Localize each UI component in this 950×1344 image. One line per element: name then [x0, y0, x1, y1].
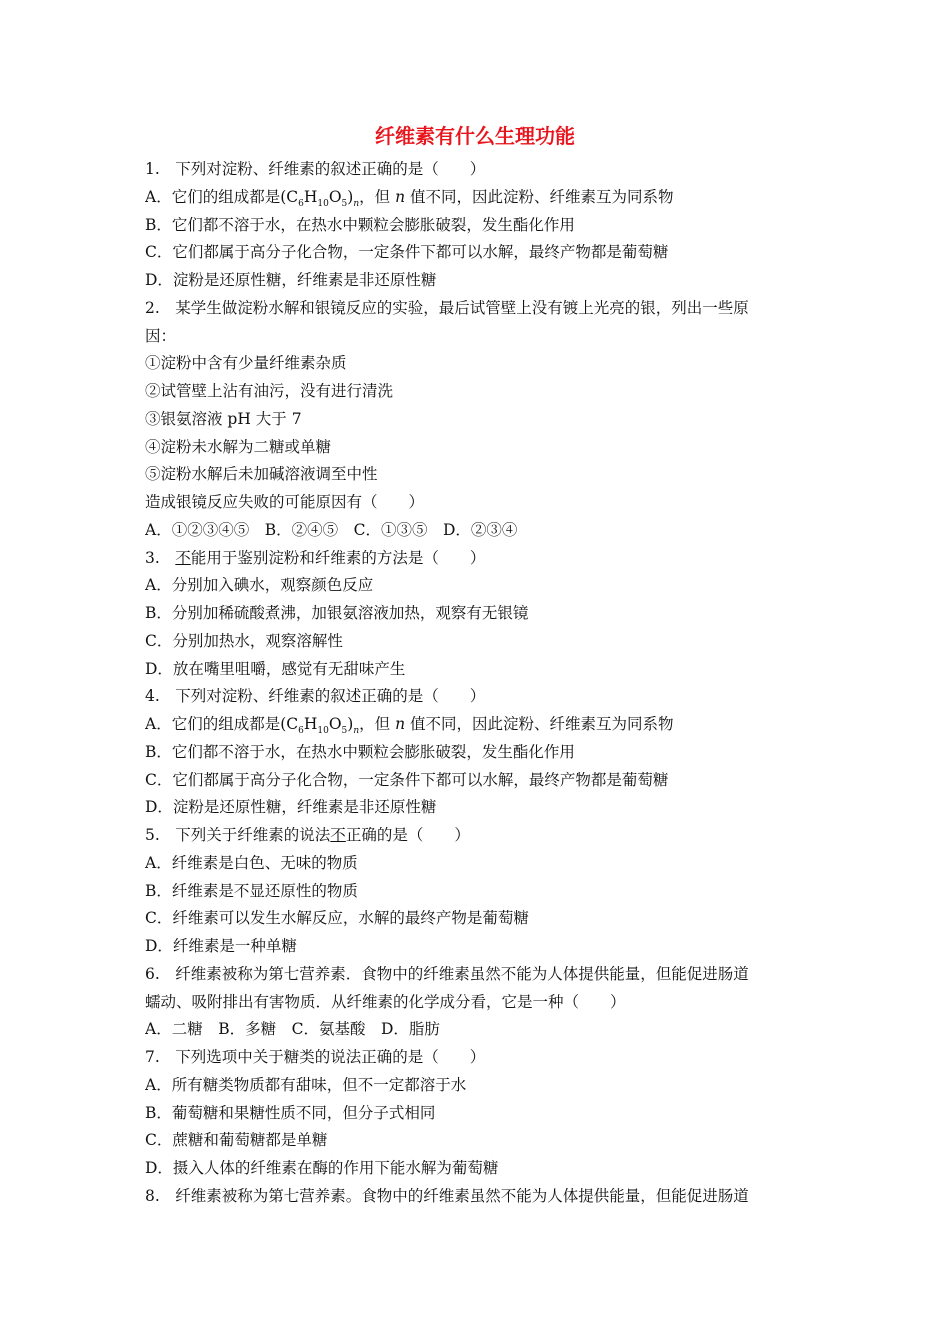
- q7-stem: 7. 下列选项中关于糖类的说法正确的是（ ）: [145, 1048, 486, 1066]
- q5-stem: 5. 下列关于纤维素的说法不正确的是（ ）: [145, 826, 470, 844]
- q5-option-d: D．纤维素是一种单糖: [145, 937, 297, 955]
- q4-option-b: B．它们都不溶于水，在热水中颗粒会膨胀破裂，发生酯化作用: [145, 742, 575, 761]
- q6-stem: 6. 纤维素被称为第七营养素．食物中的纤维素虽然不能为人体提供能量，但能促进肠道: [145, 964, 749, 983]
- q5-option-c: C．纤维素可以发生水解反应，水解的最终产物是葡萄糖: [145, 909, 529, 928]
- q2-reason-4: ④淀粉未水解为二糖或单糖: [145, 437, 332, 456]
- q3-option-d: D．放在嘴里咀嚼，感觉有无甜味产生: [145, 659, 406, 678]
- q6-stem-cont: 蠕动、吸附排出有害物质．从纤维素的化学成分看，它是一种（ ）: [145, 992, 626, 1011]
- q6-options: A．二糖 B．多糖 C．氨基酸 D．脂肪: [145, 1020, 440, 1039]
- q3-option-b: B．分别加稀硫酸煮沸，加银氨溶液加热，观察有无银镜: [145, 604, 529, 622]
- q2-stem-cont: 因：: [145, 326, 177, 345]
- q4-option-d: D．淀粉是还原性糖，纤维素是非还原性糖: [145, 798, 437, 817]
- q5-option-b: B．纤维素是不显还原性的物质: [145, 881, 358, 900]
- q2-reason-5: ⑤淀粉水解后未加碱溶液调至中性: [145, 465, 378, 484]
- q1-stem: 1. 下列对淀粉、纤维素的叙述正确的是（ ）: [145, 160, 486, 178]
- q4-option-c: C．它们都属于高分子化合物，一定条件下都可以水解，最终产物都是葡萄糖: [145, 770, 669, 789]
- q1-option-b: B．它们都不溶于水，在热水中颗粒会膨胀破裂，发生酯化作用: [145, 215, 575, 234]
- q2-options: A．①②③④⑤ B．②④⑤ C．①③⑤ D．②③④: [145, 520, 518, 539]
- q4-option-a: A．它们的组成都是$(C_6H_{10}O_5)_n$，但 n 值不同，因此淀粉、纤维素互为同系物: [145, 715, 674, 737]
- q3-stem: 3. 不能用于鉴别淀粉和纤维素的方法是（ ）: [145, 548, 486, 567]
- q5-option-a: A．纤维素是白色、无味的物质: [145, 853, 358, 872]
- q2-ask: 造成银镜反应失败的可能原因有（ ）: [145, 493, 425, 511]
- q7-option-b: B．葡萄糖和果糖性质不同，但分子式相同: [145, 1103, 436, 1122]
- q1-option-c: C．它们都属于高分子化合物，一定条件下都可以水解，最终产物都是葡萄糖: [145, 243, 669, 262]
- q3-option-c: C．分别加热水，观察溶解性: [145, 631, 343, 650]
- q2-stem: 2. 某学生做淀粉水解和银镜反应的实验，最后试管壁上没有镀上光亮的银，列出一些原: [145, 298, 749, 317]
- q1-option-a: A．它们的组成都是$(C_6H_{10}O_5)_n$，但 n 值不同，因此淀粉、纤维素互为同系物: [145, 187, 674, 209]
- q1-option-d: D．淀粉是还原性糖，纤维素是非还原性糖: [145, 271, 437, 289]
- page-title: 纤维素有什么生理功能: [375, 124, 575, 148]
- q2-reason-3: ③银氨溶液 pH 大于 7: [145, 409, 302, 428]
- q7-option-a: A．所有糖类物质都有甜味，但不一定都溶于水: [145, 1075, 467, 1094]
- q4-stem: 4. 下列对淀粉、纤维素的叙述正确的是（ ）: [145, 687, 486, 706]
- q8-stem: 8. 纤维素被称为第七营养素。食物中的纤维素虽然不能为人体提供能量，但能促进肠道: [145, 1186, 749, 1205]
- q2-reason-2: ②试管壁上沾有油污，没有进行清洗: [145, 382, 394, 400]
- q7-option-d: D．摄入人体的纤维素在酶的作用下能水解为葡萄糖: [145, 1159, 499, 1177]
- question-list: [145, 156, 810, 1211]
- q2-reason-1: ①淀粉中含有少量纤维素杂质: [145, 354, 347, 373]
- q7-option-c: C．蔗糖和葡萄糖都是单糖: [145, 1131, 328, 1150]
- q3-option-a: A．分别加入碘水，观察颜色反应: [145, 576, 374, 595]
